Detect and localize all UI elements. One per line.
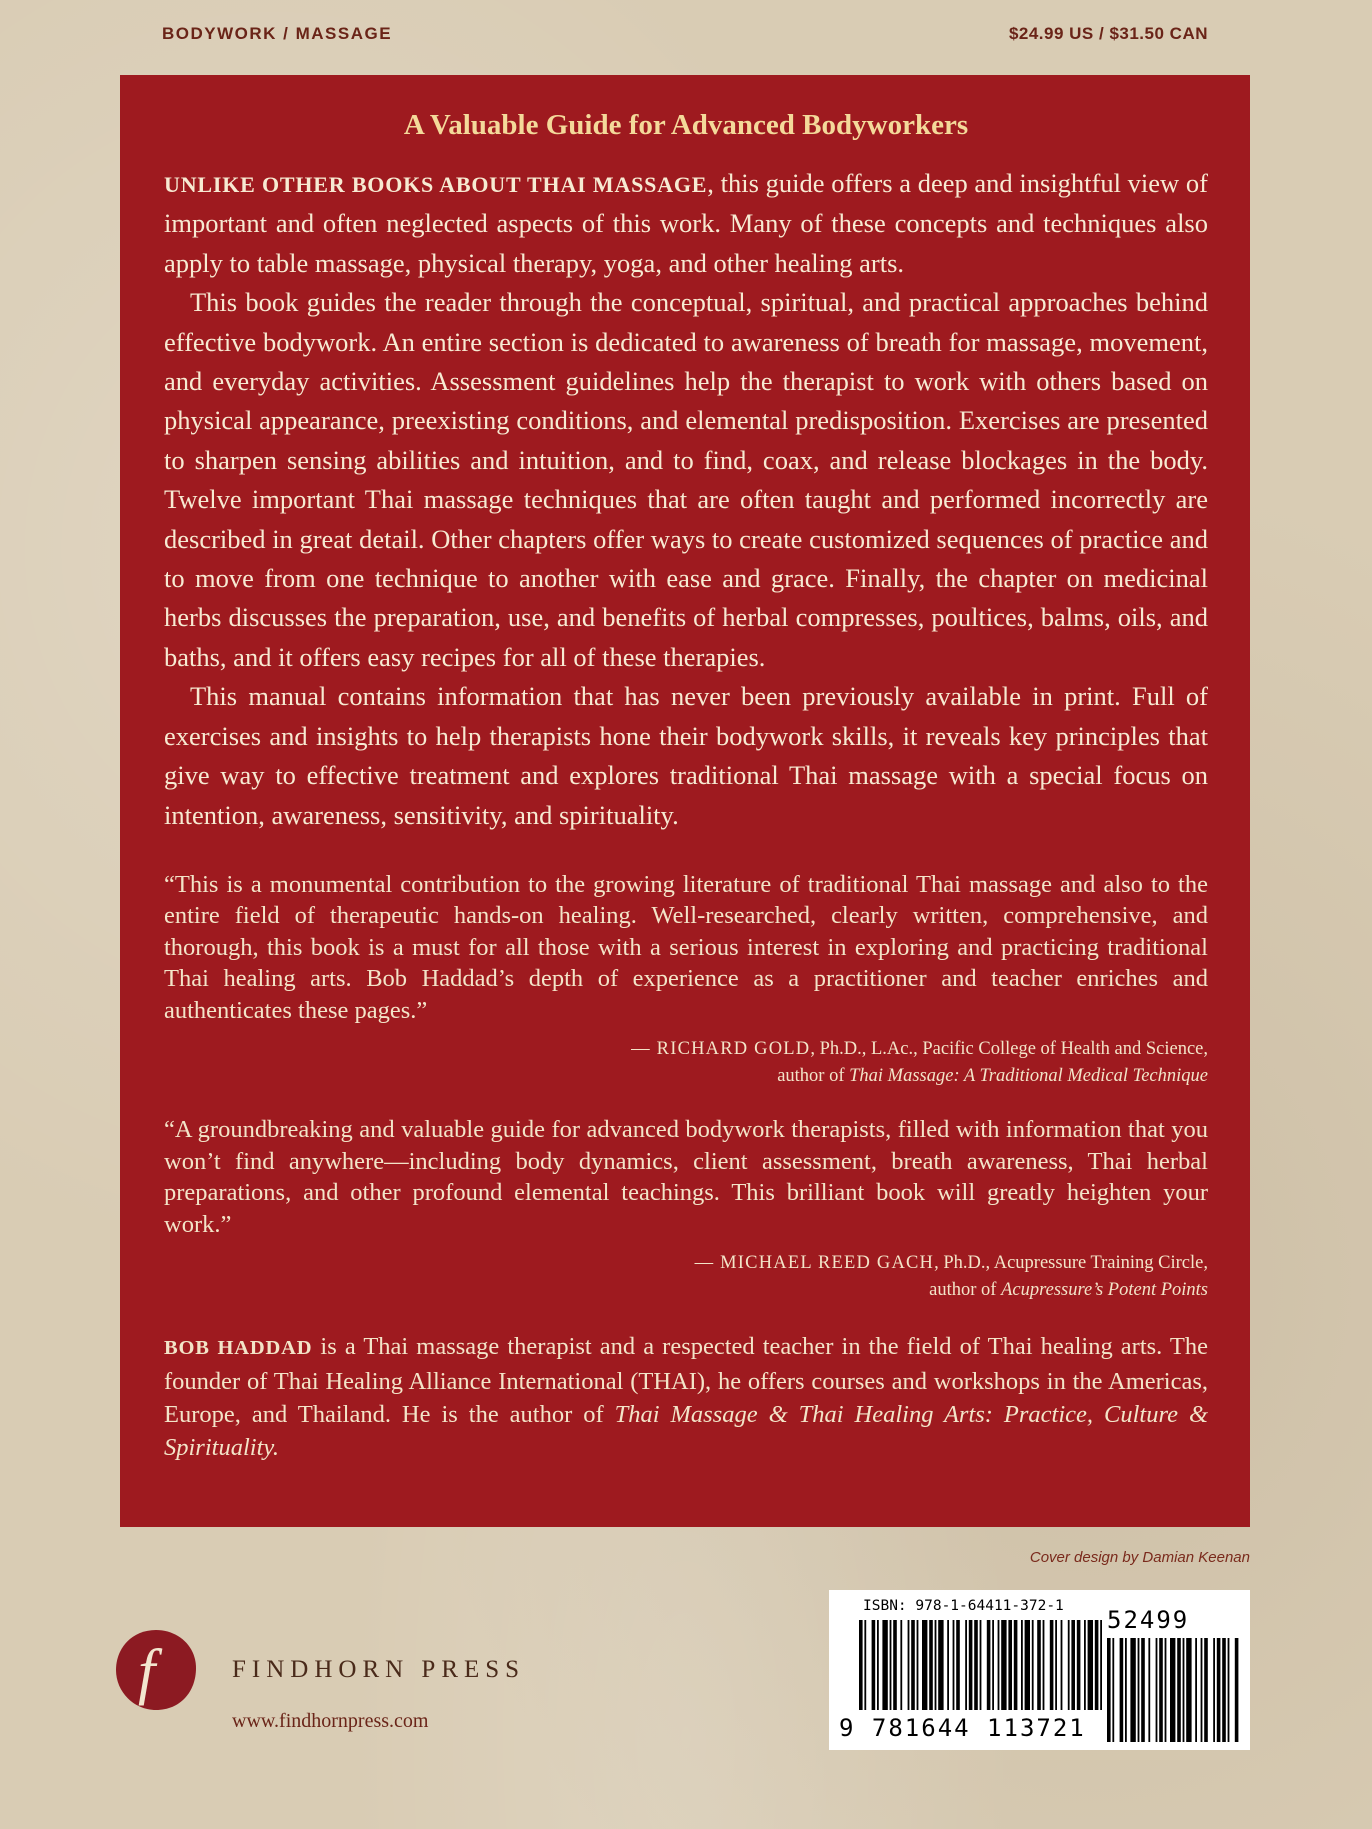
isbn-label: ISBN: 978-1-64411-372-1 bbox=[863, 1598, 1064, 1614]
barcode-bar bbox=[956, 1620, 960, 1710]
author-bio bbox=[164, 1330, 1208, 1464]
barcode-bar bbox=[908, 1620, 910, 1710]
barcode-bar bbox=[1138, 1638, 1140, 1742]
paragraph-lead: UNLIKE OTHER BOOKS ABOUT THAI MASSAGE bbox=[164, 172, 708, 197]
category-label: BODYWORK / MASSAGE bbox=[162, 24, 393, 43]
barcode-bar bbox=[1107, 1638, 1111, 1742]
barcode-bar bbox=[1235, 1638, 1239, 1742]
description-paragraph-1 bbox=[164, 164, 1208, 283]
barcode-bar bbox=[969, 1620, 973, 1710]
barcode-bar bbox=[1195, 1638, 1197, 1742]
barcode-bar bbox=[1201, 1638, 1203, 1742]
endorser-name: — MICHAEL REED GACH bbox=[694, 1253, 935, 1274]
barcode-bar bbox=[911, 1620, 915, 1710]
headline: A Valuable Guide for Advanced Bodyworkers bbox=[403, 109, 969, 141]
barcode-bar bbox=[872, 1620, 876, 1710]
endorser-credentials: , Ph.D., L.Ac., Pacific College of Health and Science, bbox=[810, 1039, 1208, 1060]
barcode-bar bbox=[1222, 1638, 1226, 1742]
barcode-bar bbox=[1170, 1638, 1175, 1742]
author-book-title: Thai Massage & Thai Healing Arts: Practice, Culture & Spirituality. bbox=[164, 1401, 1208, 1462]
barcode-bar bbox=[1156, 1638, 1158, 1742]
barcode-bar bbox=[1125, 1638, 1127, 1742]
barcode-bar bbox=[1014, 1620, 1018, 1710]
barcode-bar bbox=[1217, 1638, 1221, 1742]
barcode-bar bbox=[1204, 1638, 1208, 1742]
barcode-bar bbox=[1021, 1620, 1023, 1710]
barcode-bar bbox=[1032, 1620, 1034, 1710]
endorser-book-title: Acupressure’s Potent Points bbox=[1001, 1280, 1208, 1301]
barcode-bar bbox=[938, 1620, 943, 1710]
barcode-bar bbox=[917, 1620, 919, 1710]
barcode-bar bbox=[947, 1620, 949, 1710]
barcode-bar bbox=[980, 1620, 982, 1710]
findhorn-logo-icon bbox=[108, 1622, 204, 1718]
barcode-bar bbox=[929, 1620, 933, 1710]
publisher-name: FINDHORN PRESS bbox=[232, 1656, 526, 1683]
barcode-bar bbox=[922, 1620, 927, 1710]
barcode-bar bbox=[1130, 1638, 1135, 1742]
barcode-bar bbox=[900, 1620, 902, 1710]
barcode-bar bbox=[1165, 1638, 1167, 1742]
barcode-bar bbox=[935, 1620, 937, 1710]
barcode-bar bbox=[859, 1620, 863, 1710]
barcode-bar bbox=[998, 1620, 1000, 1710]
barcode-bar bbox=[974, 1620, 978, 1710]
endorsement-attribution-1 bbox=[164, 1036, 1208, 1090]
barcode-bar bbox=[1159, 1638, 1163, 1742]
endorser-book-title: Thai Massage: A Traditional Medical Technique bbox=[849, 1066, 1208, 1087]
author-name: BOB HADDAD bbox=[164, 1337, 313, 1360]
barcode-bar bbox=[1068, 1620, 1070, 1710]
barcode-bar bbox=[1043, 1620, 1045, 1710]
barcode-bar bbox=[1008, 1620, 1012, 1710]
barcode-bar bbox=[953, 1620, 955, 1710]
description-panel bbox=[120, 75, 1250, 1527]
bio-text: is a Thai massage therapist and a respected teacher in the field of Thai healing arts. The founder of Thai Healing Alliance International (THAI), he offers courses and workshops in the Americas, Europe, and Thailand. He is the author of bbox=[164, 1333, 1209, 1429]
addon-digits: 52499 bbox=[1107, 1606, 1190, 1634]
endorsement-attribution-2 bbox=[164, 1250, 1208, 1304]
barcode-bar bbox=[1071, 1620, 1075, 1710]
barcode-bar bbox=[877, 1620, 879, 1710]
barcode-bar bbox=[890, 1620, 892, 1710]
barcode-bar bbox=[1213, 1638, 1215, 1742]
endorser-credentials: , Ph.D., Acupressure Training Circle, bbox=[934, 1253, 1208, 1274]
publisher-website-link[interactable]: www.findhornpress.com bbox=[232, 1710, 429, 1732]
barcode-bar bbox=[1055, 1620, 1057, 1710]
barcode-bar bbox=[1001, 1620, 1006, 1710]
endorsement-quote-2: “A groundbreaking and valuable guide for advanced bodywork therapists, filled with information that you won’t find anywhere—including body dynamics, client assessment, breath awareness, Thai herbal preparations, and other profound elemental teachings. This brilliant book will greatly heighten your work.” bbox=[164, 1116, 1208, 1238]
barcode-digits: 9 781644 113721 bbox=[839, 1714, 1086, 1742]
endorser-name: — RICHARD GOLD bbox=[631, 1039, 811, 1060]
logo-letter: f bbox=[138, 1638, 156, 1706]
isbn-barcode bbox=[829, 1590, 1250, 1750]
endorsement-quote-1: “This is a monumental contribution to the growing literature of traditional Thai massage and also to the entire field of therapeutic hands-on healing. Well-researched, clearly written, comprehensive, and thorough, this book is a must for all those with a serious interest in exploring and practicing traditional Thai healing arts. Bob Haddad’s depth of experience as a practitioner and teacher enriches and authenticates these pages.” bbox=[164, 870, 1208, 1024]
price-label: $24.99 US / $31.50 CAN bbox=[1008, 24, 1208, 43]
barcode-bar bbox=[965, 1620, 967, 1710]
cover-design-credit: Cover design by Damian Keenan bbox=[1029, 1549, 1250, 1566]
barcode-bar bbox=[1084, 1620, 1086, 1710]
barcode-bar bbox=[1095, 1620, 1099, 1710]
barcode-bar bbox=[1077, 1620, 1081, 1710]
barcode-bar bbox=[1112, 1638, 1114, 1742]
barcode-bar bbox=[1037, 1620, 1041, 1710]
barcode-bar bbox=[1025, 1620, 1030, 1710]
barcode-bar bbox=[1061, 1620, 1063, 1710]
barcode-bar bbox=[1100, 1620, 1102, 1710]
barcode-bar bbox=[1228, 1638, 1230, 1742]
description-paragraph-3: This manual contains information that has never been previously available in print. Full of exercises and insights to help therapists hone their bodywork skills, it reveals key principles that give way to effective treatment and explores traditional Thai massage with a special focus on intention, awareness, sensitivity, and spirituality. bbox=[164, 681, 1208, 830]
endorser-author-prefix: author of bbox=[929, 1280, 1002, 1301]
barcode-bar bbox=[1148, 1638, 1150, 1742]
barcode-bar bbox=[1120, 1638, 1124, 1742]
description-paragraph-2: This book guides the reader through the conceptual, spiritual, and practical approaches behind effective bodywork. An entire section is dedicated to awareness of breath for massage, movement, and everyday activities. Assessment guidelines help the therapist to work with others based on physical appearance, preexisting conditions, and elemental predisposition. Exercises are presented to sharpen sensing abilities and intuition, and to find, coax, and release blockages in the body. Twelve important Thai massage techniques that are often taught and performed incorrectly are described in great detail. Other chapters offer ways to create customized sequences of practice and to move from one technique to another with ease and grace. Finally, the chapter on medicinal herbs discusses the preparation, use, and benefits of herbal compresses, poultices, balms, oils, and baths, and it offers easy recipes for all of these therapies. bbox=[164, 287, 1208, 672]
barcode-bar bbox=[1088, 1620, 1093, 1710]
barcode-bar bbox=[1183, 1638, 1185, 1742]
barcode-bar bbox=[1186, 1638, 1191, 1742]
barcode-bar bbox=[1141, 1638, 1145, 1742]
endorser-author-prefix: author of bbox=[777, 1066, 850, 1087]
paragraph-text: , this guide offers a deep and insightful view of important and often neglected aspects of this work. Many of these concepts and techniques also apply to table massage, physical therapy, yoga, and other healing arts. bbox=[164, 168, 1208, 278]
barcode-bar bbox=[893, 1620, 897, 1710]
barcode-bar bbox=[882, 1620, 887, 1710]
barcode-bar bbox=[1177, 1638, 1181, 1742]
barcode-bar bbox=[1050, 1620, 1054, 1710]
barcode-bar bbox=[987, 1620, 991, 1710]
barcode-bar bbox=[864, 1620, 866, 1710]
barcode-bar bbox=[992, 1620, 994, 1710]
